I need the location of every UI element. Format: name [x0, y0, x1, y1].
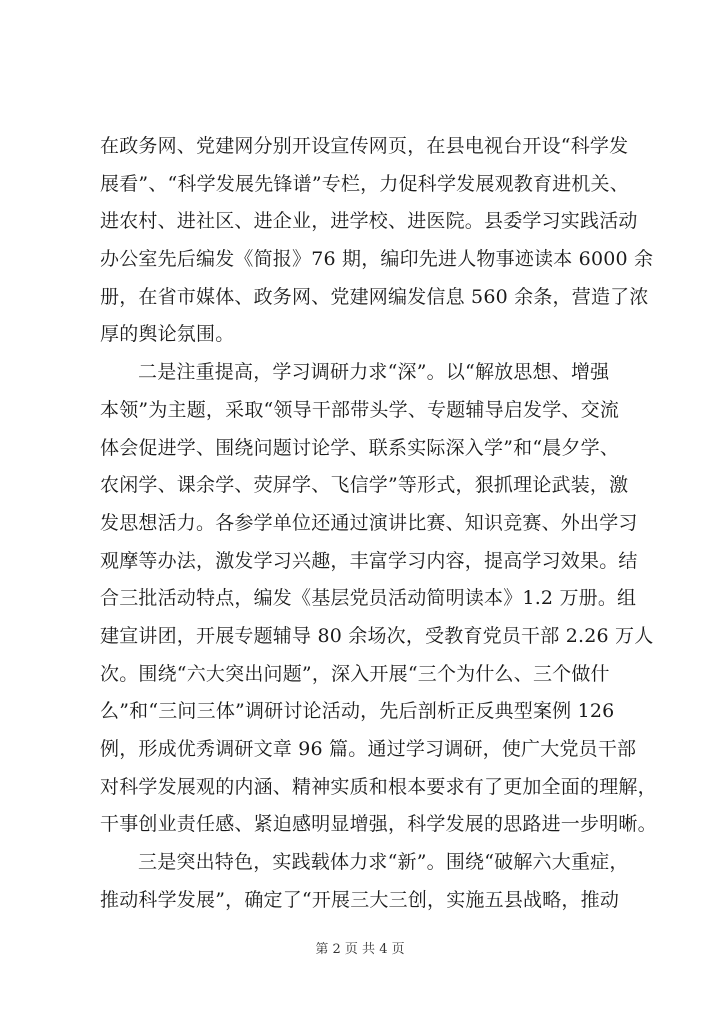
text-line: 三是突出特色，实践载体力求“新”。围绕“破解六大重症，: [138, 851, 629, 874]
page-footer: 第 2 页 共 4 页: [315, 942, 405, 957]
text-line: 推动科学发展”，确定了“开展三大三创，实施五县战略，推动: [100, 888, 620, 911]
text-line: 发思想活力。各参学单位还通过演讲比赛、知识竞赛、外出学习: [100, 511, 638, 534]
text-line: 例，形成优秀调研文章 96 篇。通过学习调研，使广大党员干部: [100, 738, 637, 760]
text-line: 办公室先后编发《简报》76 期，编印先进人物事迹读本 6000 余: [100, 248, 654, 271]
text-line: 建宣讲团，开展专题辅导 80 余场次，受教育党员干部 2.26 万人: [100, 624, 654, 647]
text-line: 本领”为主题，采取“领导干部带头学、专题辅导启发学、交流: [100, 398, 620, 421]
text-line: 体会促进学、围绕问题讨论学、联系实际深入学”和“晨夕学、: [100, 436, 620, 459]
text-line: 二是注重提高，学习调研力求“深”。以“解放思想、增强: [138, 361, 610, 384]
text-line: 观摩等办法，激发学习兴趣，丰富学习内容，提高学习效果。结: [100, 549, 638, 572]
text-line: 合三批活动特点，编发《基层党员活动简明读本》1.2 万册。组: [100, 587, 637, 610]
text-line: 厚的舆论氛围。: [100, 323, 235, 346]
text-line: 干事创业责任感、紧迫感明显增强，科学发展的思路进一步明晰。: [100, 813, 657, 836]
text-line: 对科学发展观的内涵、精神实质和根本要求有了更加全面的理解，: [100, 775, 657, 798]
body-text: [100, 128, 657, 919]
text-line: 么”和“三问三体”调研讨论活动，先后剖析正反典型案例 126: [100, 700, 615, 723]
text-line: 进农村、进社区、进企业，进学校、进医院。县委学习实践活动: [100, 210, 638, 233]
text-line: 展看”、“科学发展先锋谱”专栏，力促科学发展观教育进机关、: [100, 172, 629, 195]
text-line: 农闲学、课余学、荧屏学、飞信学”等形式，狠抓理论武装，激: [100, 474, 629, 497]
text-line: 册，在省市媒体、政务网、党建网编发信息 560 余条，营造了浓: [100, 285, 649, 308]
text-line: 在政务网、党建网分别开设宣传网页，在县电视台开设“科学发: [100, 135, 629, 157]
text-line: 次。围绕“六大突出问题”，深入开展“三个为什么、三个做什: [100, 662, 610, 685]
